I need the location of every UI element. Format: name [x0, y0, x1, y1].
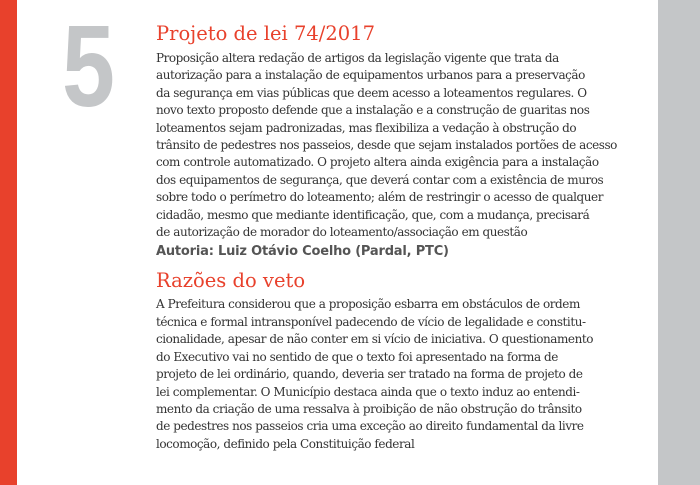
section-bill — [156, 22, 650, 261]
bill-description — [156, 50, 650, 241]
veto-description — [156, 296, 650, 453]
text-line: do Executivo vai no sentido de que o texto foi apresentado na forma de — [156, 349, 558, 364]
text-line: com controle automatizado. O projeto altera ainda exigência para a instalação — [156, 155, 599, 170]
text-line: lei complementar. O Município destaca ainda que o texto induz ao entendi- — [156, 384, 580, 399]
content-column — [156, 22, 650, 453]
text-line: trânsito de pedestres nos passeios, desde que sejam instalados portões de acesso — [156, 138, 617, 153]
bill-title: Projeto de lei 74/2017 — [156, 22, 375, 45]
item-number: 5 — [62, 1, 115, 131]
text-line: novo texto proposto defende que a instalação e a construção de guaritas nos — [156, 103, 590, 118]
text-line: da segurança em vias públicas que deem acesso a loteamentos regulares. O — [156, 85, 587, 100]
text-line: autorização para a instalação de equipamentos urbanos para a preservação — [156, 68, 585, 83]
section-veto-reasons — [156, 269, 650, 453]
text-line: dos equipamentos de segurança, que deverá contar com a existência de muros — [156, 172, 604, 187]
text-line: Proposição altera redação de artigos da legislação vigente que trata da — [156, 51, 559, 65]
text-line: cidadão, mesmo que mediante identificação, que, com a mudança, precisará — [156, 207, 590, 222]
right-gray-bar — [658, 0, 700, 485]
text-line: locomoção, definido pela Constituição federal — [156, 436, 415, 451]
text-line: de pedestres nos passeios cria uma exceção ao direito fundamental da livre — [156, 419, 584, 434]
text-line: A Prefeitura considerou que a proposição esbarra em obstáculos de ordem — [156, 297, 580, 312]
text-line: cionalidade, apesar de não conter em si vício de iniciativa. O questionamento — [156, 332, 594, 347]
left-accent-bar — [0, 0, 17, 485]
text-line: sobre todo o perímetro do loteamento; além de restringir o acesso de qualquer — [156, 190, 603, 205]
text-line: projeto de lei ordinário, quando, deveria ser tratado na forma de projeto de — [156, 367, 583, 382]
text-line: técnica e formal intransponível padecendo de vício de legalidade e constitu- — [156, 314, 586, 329]
text-line: mento da criação de uma ressalva à proibição de não obstrução do trânsito — [156, 401, 582, 416]
veto-title: Razões do veto — [156, 269, 306, 293]
bill-author: Autoria: Luiz Otávio Coelho (Pardal, PTC) — [156, 244, 449, 260]
text-line: loteamentos sejam padronizadas, mas flexibiliza a vedação à obstrução do — [156, 120, 577, 135]
text-line: de autorização de morador do loteamento/associação em questão — [156, 225, 528, 240]
